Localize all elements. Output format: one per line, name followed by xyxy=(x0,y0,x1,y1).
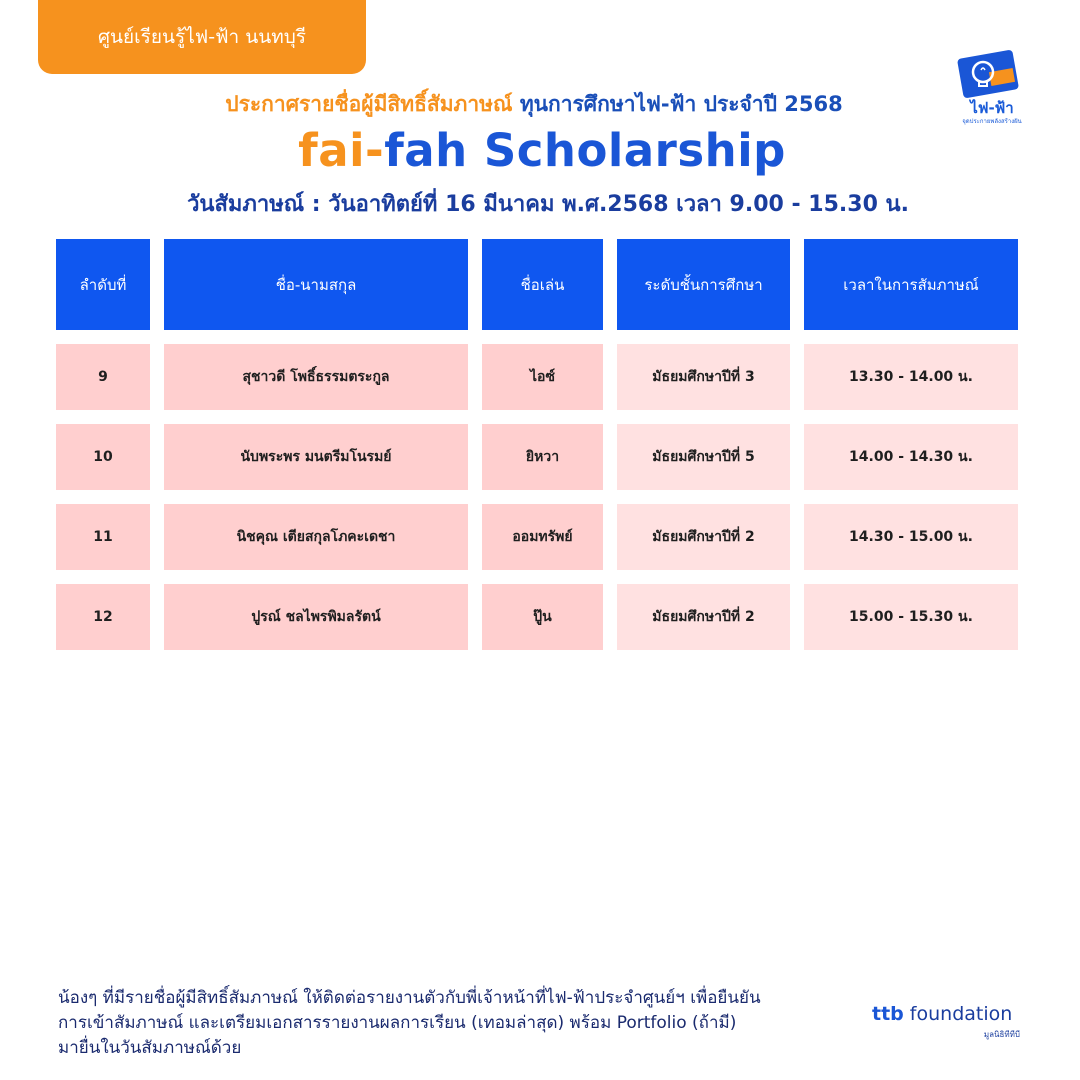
table-cell-grade: มัธยมศึกษาปีที่ 2 xyxy=(617,584,790,650)
ttb-logo-bold: ttb xyxy=(872,1003,904,1025)
center-name-label: ศูนย์เรียนรู้ไฟ-ฟ้า นนทบุรี xyxy=(98,26,306,48)
column-header-time: เวลาในการสัมภาษณ์ xyxy=(804,239,1018,330)
ttb-logo-word: foundation xyxy=(903,1003,1013,1025)
table-cell-time: 14.30 - 15.00 น. xyxy=(804,504,1018,570)
column-header-grade: ระดับชั้นการศึกษา xyxy=(617,239,790,330)
logo-subtitle: จุดประกายพลังสร้างฝัน xyxy=(962,118,1022,125)
table-cell-grade: มัธยมศึกษาปีที่ 5 xyxy=(617,424,790,490)
table-cell-no: 11 xyxy=(56,504,150,570)
table-cell-name: นิชคุณ เตียสกุลโภคะเดชา xyxy=(164,504,468,570)
ttb-logo-subtitle: มูลนิธิทีทีบี xyxy=(983,1030,1020,1039)
table-cell-time: 13.30 - 14.00 น. xyxy=(804,344,1018,410)
scholarship-title-orange: fai- xyxy=(298,124,385,177)
footer-line: น้องๆ ที่มีรายชื่อผู้มีสิทธิ์สัมภาษณ์ ให้ติดต่อรายงานตัวกับพี่เจ้าหน้าที่ไฟ-ฟ้าประจำศูนย์ฯ เพื่อยืนยัน xyxy=(58,988,761,1008)
footer-line: การเข้าสัมภาษณ์ และเตรียมเอกสารรายงานผลการเรียน (เทอมล่าสุด) พร้อม Portfolio (ถ้ามี) xyxy=(58,1013,737,1033)
announcement-heading xyxy=(0,88,1068,121)
table-cell-nickname: ออมทรัพย์ xyxy=(482,504,603,570)
table-cell-name: นับพระพร มนตรีมโนรมย์ xyxy=(164,424,468,490)
scholarship-title-blue: fah Scholarship xyxy=(384,124,786,177)
table-cell-name: ปูรณ์ ชลไพรพิมลรัตน์ xyxy=(164,584,468,650)
scholarship-title xyxy=(0,124,1080,177)
table-cell-nickname: ยิหวา xyxy=(482,424,603,490)
footer-instructions xyxy=(58,986,858,1061)
logo-text: ไฟ-ฟ้า xyxy=(970,99,1014,117)
table-cell-nickname: ปู๊น xyxy=(482,584,603,650)
ttb-foundation-logo xyxy=(872,1003,1012,1025)
interview-date: วันสัมภาษณ์ : วันอาทิตย์ที่ 16 มีนาคม พ.ศ.2568 เวลา 9.00 - 15.30 น. xyxy=(187,192,909,217)
announcement-heading-blue: ทุนการศึกษาไฟ-ฟ้า ประจำปี 2568 xyxy=(512,92,843,116)
center-name-tab xyxy=(38,0,366,74)
table-cell-name: สุชาวดี โพธิ์ธรรมตระกูล xyxy=(164,344,468,410)
table-cell-time: 14.00 - 14.30 น. xyxy=(804,424,1018,490)
column-header-nickname: ชื่อเล่น xyxy=(482,239,603,330)
table-cell-grade: มัธยมศึกษาปีที่ 3 xyxy=(617,344,790,410)
footer-line: มายื่นในวันสัมภาษณ์ด้วย xyxy=(58,1038,242,1058)
table-cell-nickname: ไอซ์ xyxy=(482,344,603,410)
table-cell-no: 9 xyxy=(56,344,150,410)
column-header-name: ชื่อ-นามสกุล xyxy=(164,239,468,330)
table-cell-time: 15.00 - 15.30 น. xyxy=(804,584,1018,650)
announcement-heading-orange: ประกาศรายชื่อผู้มีสิทธิ์สัมภาษณ์ xyxy=(225,92,513,116)
table-cell-grade: มัธยมศึกษาปีที่ 2 xyxy=(617,504,790,570)
table-cell-no: 12 xyxy=(56,584,150,650)
table-cell-no: 10 xyxy=(56,424,150,490)
column-header-no: ลำดับที่ xyxy=(56,239,150,330)
